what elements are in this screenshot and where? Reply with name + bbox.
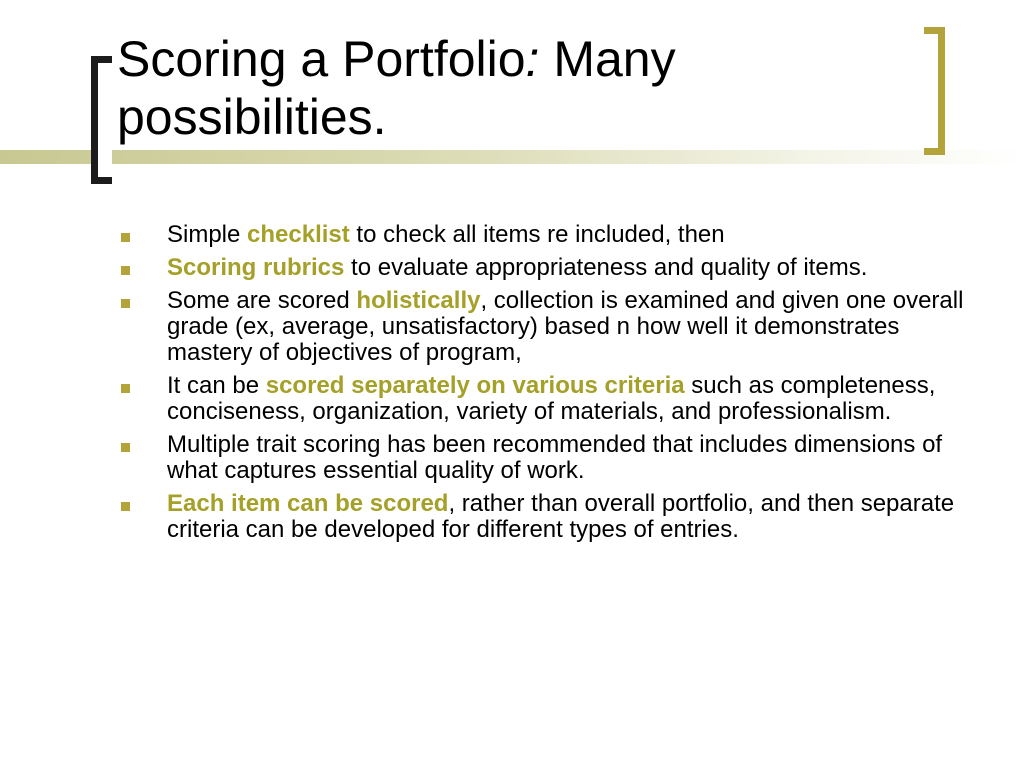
title-part2: Many possibilities. bbox=[117, 31, 676, 145]
bullet-text: Simple bbox=[167, 221, 248, 248]
bullet-text: , rather than overall portfolio, and then separate criteria can be developed for different types of entries. bbox=[167, 490, 955, 543]
bullet-highlight: Scoring rubrics bbox=[167, 254, 345, 281]
bullet-text: Multiple trait scoring has been recommended that includes dimensions of what captures essential quality of work. bbox=[167, 431, 943, 484]
title-band bbox=[0, 150, 1024, 164]
bullet-marker-icon bbox=[121, 443, 130, 452]
bullet-item bbox=[118, 432, 968, 484]
bullet-text: to check all items re included, then bbox=[349, 221, 725, 248]
bullet-item bbox=[118, 255, 968, 281]
bullet-list bbox=[118, 222, 968, 550]
bullet-highlight: scored separately on various criteria bbox=[265, 372, 685, 399]
bullet-marker-icon bbox=[121, 299, 130, 308]
bullet-marker-icon bbox=[121, 502, 130, 511]
bullet-highlight: Each item can be scored bbox=[167, 490, 449, 517]
title-colon: : bbox=[525, 31, 540, 87]
bullet-highlight: holistically bbox=[356, 287, 481, 314]
bullet-item bbox=[118, 222, 968, 248]
bullet-text: such as completeness, conciseness, organization, variety of materials, and professionalism. bbox=[167, 372, 936, 425]
bullet-text: , collection is examined and given one overall grade (ex, average, unsatisfactory) based n how well it demonstrates mastery of objectives of program, bbox=[167, 287, 964, 366]
slide-title bbox=[117, 30, 917, 146]
bullet-text: Some are scored bbox=[167, 287, 357, 314]
right-bracket-decoration bbox=[924, 27, 945, 155]
bullet-marker-icon bbox=[121, 384, 130, 393]
bullet-item bbox=[118, 373, 968, 425]
bullet-item bbox=[118, 288, 968, 366]
bullet-text: to evaluate appropriateness and quality of items. bbox=[344, 254, 868, 281]
left-bracket-decoration bbox=[91, 56, 112, 184]
bullet-text: It can be bbox=[167, 372, 266, 399]
bullet-item bbox=[118, 491, 968, 543]
bullet-highlight: checklist bbox=[247, 221, 350, 248]
title-part1: Scoring a Portfolio bbox=[117, 31, 526, 87]
bullet-marker-icon bbox=[121, 233, 130, 242]
bullet-marker-icon bbox=[121, 266, 130, 275]
